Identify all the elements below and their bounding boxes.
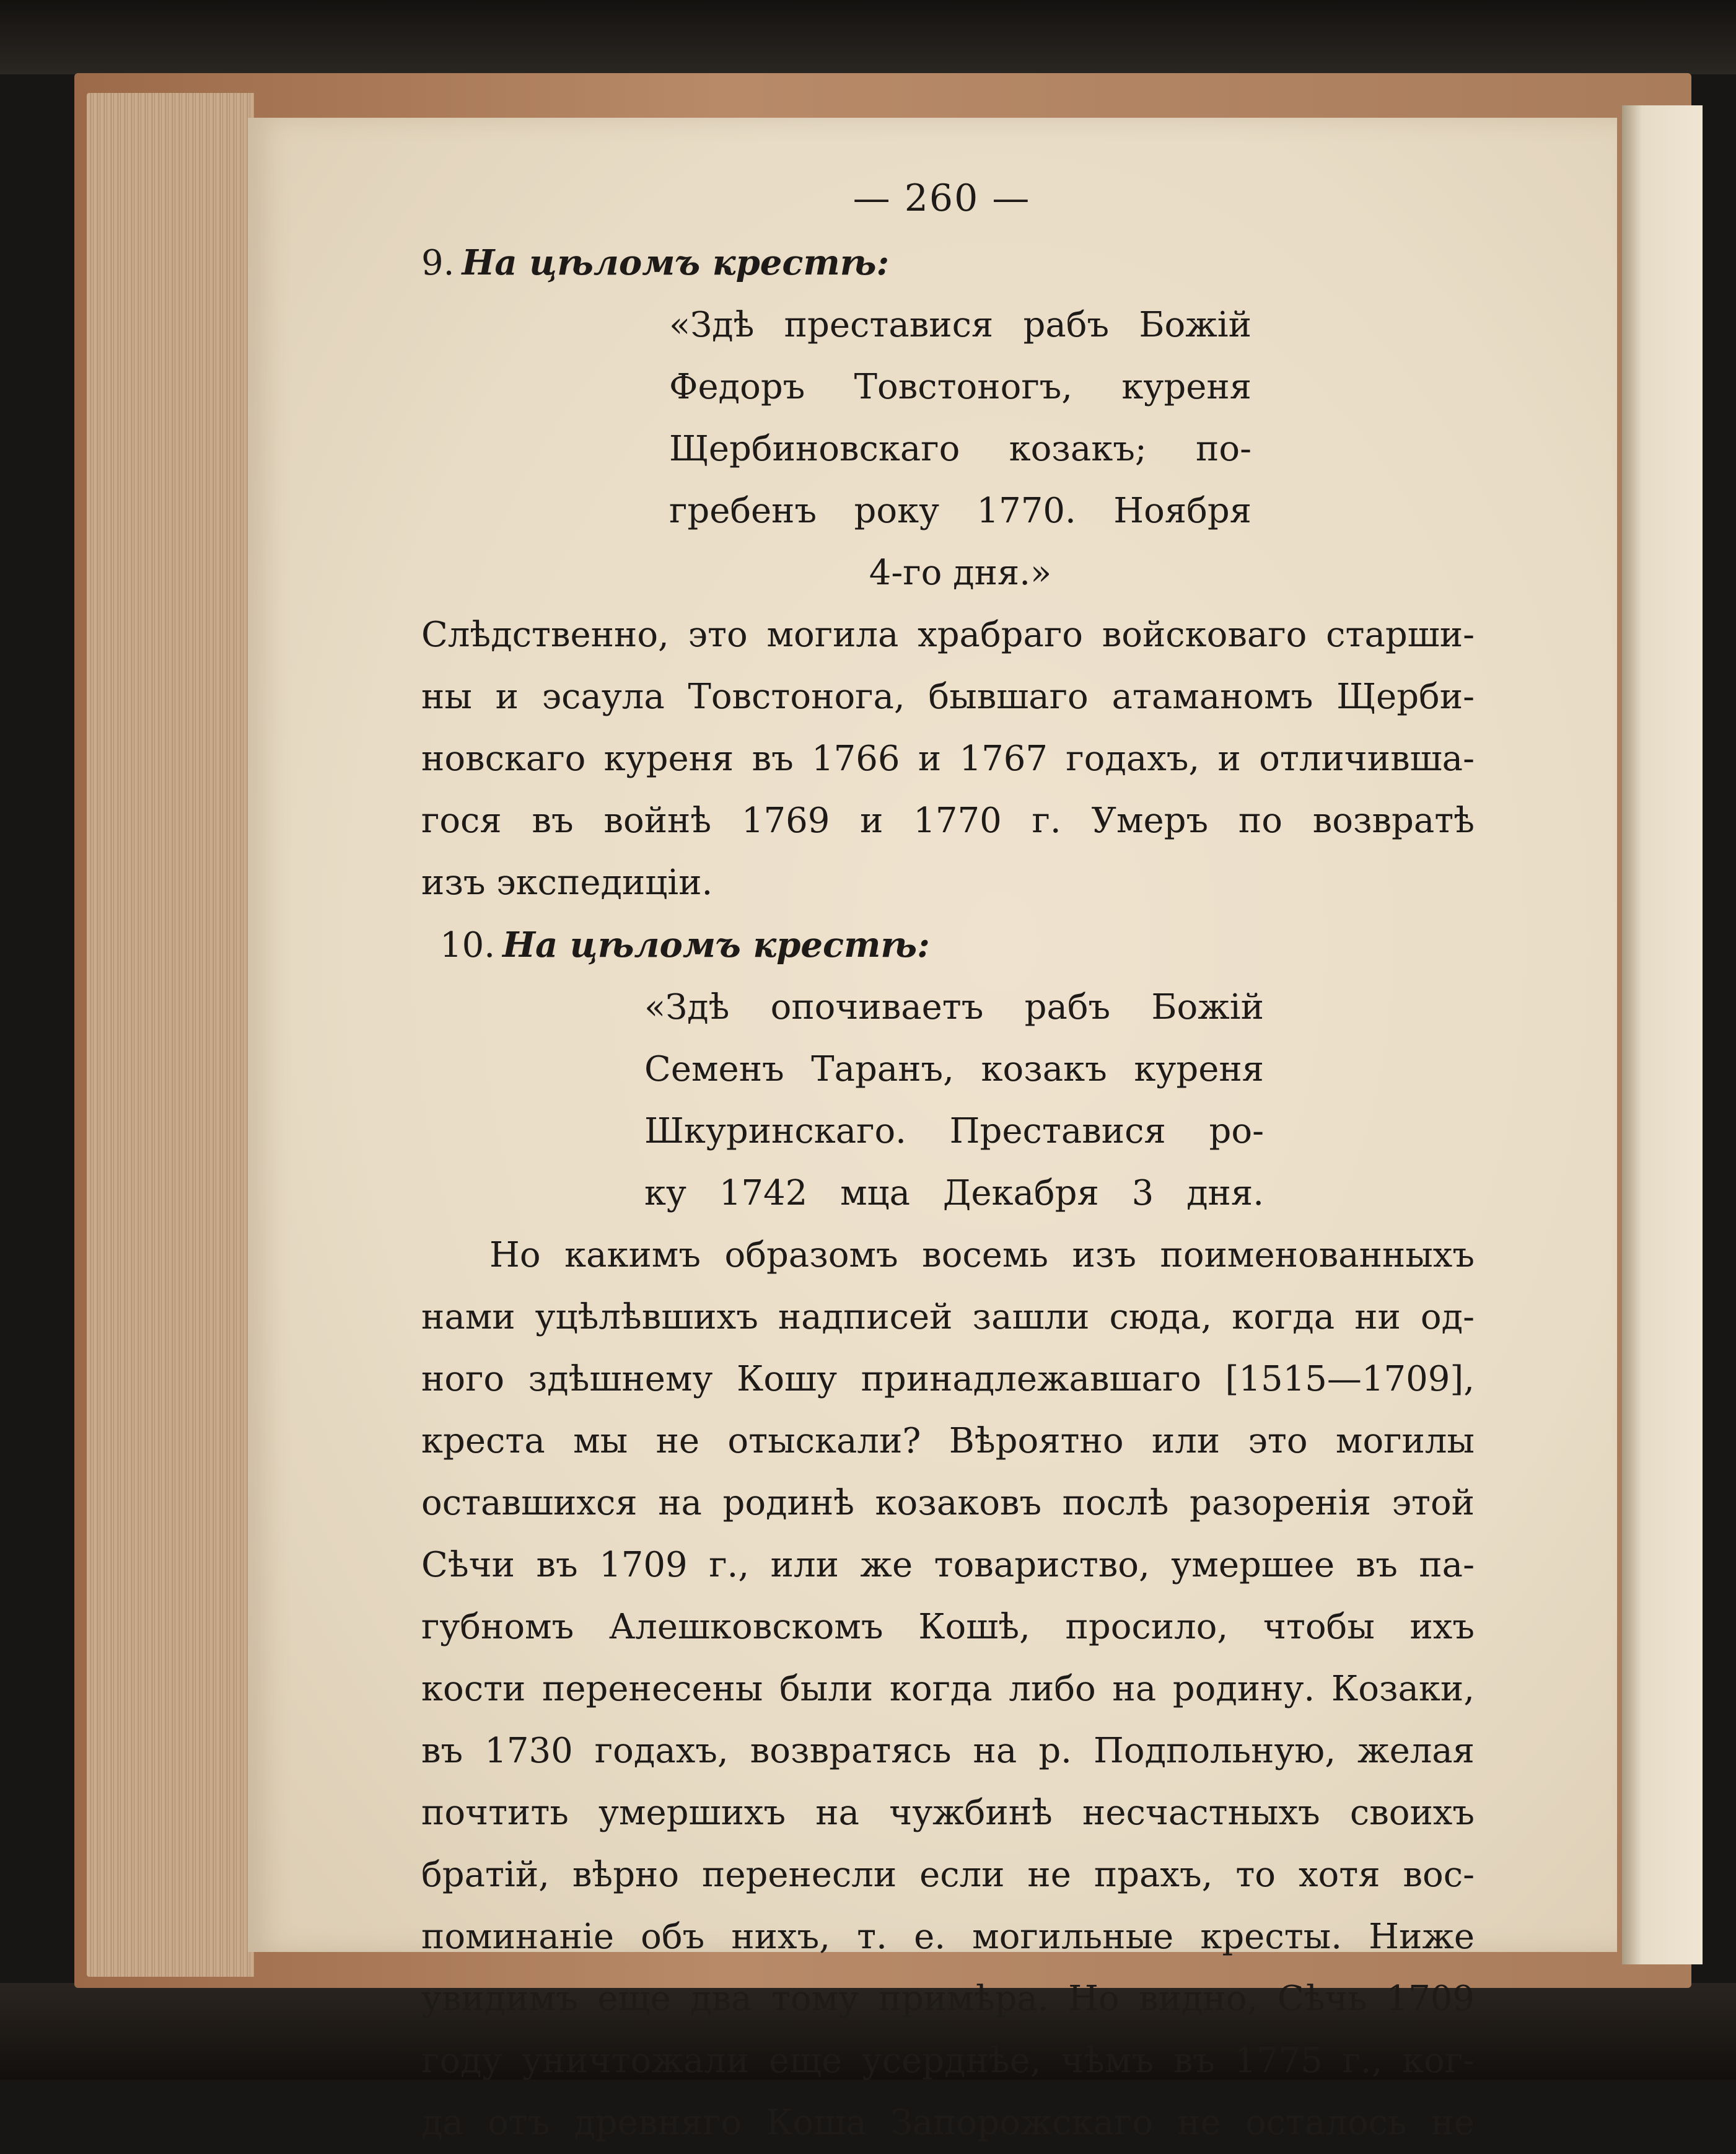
text-line: изъ экспедиціи. [421,863,713,903]
text-line: поминаніе объ нихъ, т. е. могильные кресты. Ниже [421,1917,1475,1957]
inscription-line: 4-го дня.» [869,553,1052,593]
inscription-9 [669,294,1252,604]
paragraph-1 [421,604,1475,914]
text-line: да отъ древняго Коша Запорожскаго не осталось не [421,2103,1475,2143]
inscription-10 [644,977,1264,1224]
text-line: новскаго куреня въ 1766 и 1767 годахъ, и отличивша- [421,739,1475,779]
text-line: Слѣдственно, это могила храбраго войсковаго старши- [421,615,1475,655]
text-line: братій, вѣрно перенесли если не прахъ, то хотя вос- [421,1855,1475,1895]
item-title: На цѣломъ крестѣ: [502,925,930,965]
item-9-heading [421,232,1475,294]
text-line: Но какимъ образомъ восемь изъ поименованныхъ [489,1235,1475,1275]
item-number: 9. [421,243,455,283]
text-line: году уничтожали еще усерднѣе, чѣмъ въ 1775 г., ког- [421,2041,1475,2081]
page-text [421,167,1475,2154]
facing-page-edge [1622,105,1703,1964]
text-line: ны и эсаула Товстонога, бывшаго атаманомъ Щерби- [421,677,1475,717]
text-line: креста мы не отыскали? Вѣроятно или это могилы [421,1421,1475,1461]
inscription-line: ку 1742 мца Декабря 3 дня. [644,1173,1264,1213]
page-number: — 260 — [853,177,1031,220]
text-line: въ 1730 годахъ, возвратясь на р. Подпольную, желая [421,1731,1475,1771]
page-edges [87,93,254,1977]
text-line: почтить умершихъ на чужбинѣ несчастныхъ своихъ [421,1793,1475,1833]
text-line: ного здѣшнему Кошу принадлежавшаго [1515—1709], [421,1359,1475,1399]
inscription-line: «Здѣ опочиваетъ рабъ Божій [644,987,1264,1027]
text-line: гося въ войнѣ 1769 и 1770 г. Умеръ по возвратѣ [421,801,1475,841]
item-title: На цѣломъ крестѣ: [462,242,890,283]
inscription-line: Семенъ Таранъ, козакъ куреня [644,1049,1264,1089]
scanner-background-top [0,0,1736,74]
text-line: Сѣчи въ 1709 г., или же товариство, умершее въ па- [421,1545,1475,1585]
inscription-line: Федоръ Товстоногъ, куреня [669,367,1252,407]
item-number: 10. [440,925,496,965]
text-line: нами уцѣлѣвшихъ надписей зашли сюда, когда ни од- [421,1297,1475,1337]
paragraph-2 [421,1224,1475,2154]
text-line: губномъ Алешковскомъ Кошѣ, просило, чтобы ихъ [421,1607,1475,1647]
text-line: увидимъ еще два тому примѣра. Но видно, Сѣчь 1709 [421,1979,1475,2019]
inscription-line: Шкуринскаго. Преставися ро- [644,1111,1264,1151]
text-line: оставшихся на родинѣ козаковъ послѣ разоренія этой [421,1483,1475,1523]
text-line: кости перенесены были когда либо на родину. Козаки, [421,1669,1475,1709]
inscription-line: «Здѣ преставися рабъ Божій [669,305,1252,345]
item-10-heading [440,914,1475,977]
inscription-line: гребенъ року 1770. Ноября [669,491,1252,531]
inscription-line: Щербиновскаго козакъ; по- [669,429,1252,469]
